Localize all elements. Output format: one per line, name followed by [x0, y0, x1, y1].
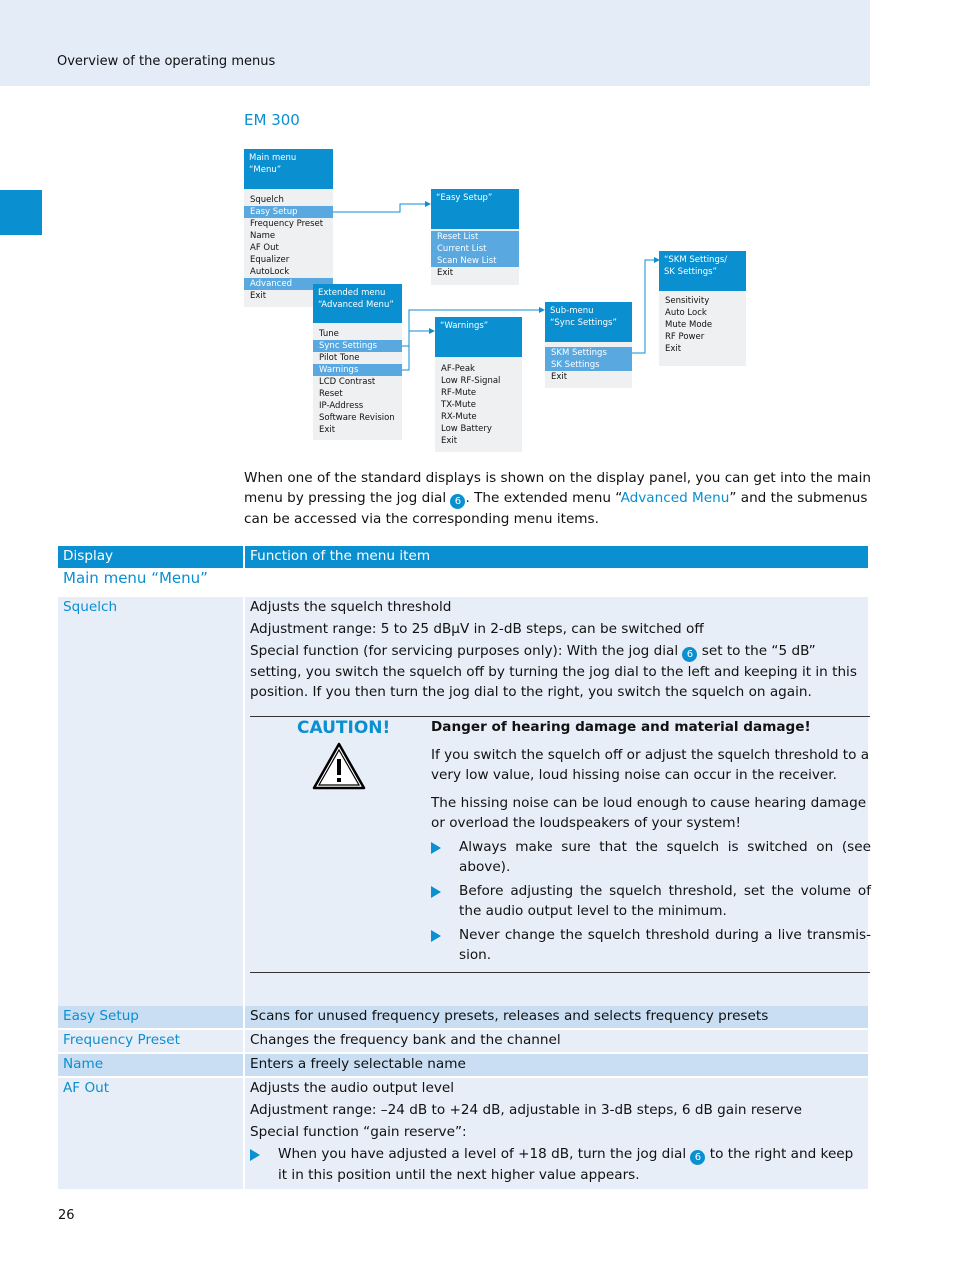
warnings-item: AF-Peak [441, 364, 475, 374]
squelch-label-cell [58, 597, 243, 1006]
skm-settings-item: Auto Lock [665, 308, 707, 318]
easy-setup-box [431, 189, 519, 285]
main-menu-item: Equalizer [250, 255, 290, 265]
skm-settings-item: Sensitivity [665, 296, 710, 306]
extended-menu-item: Software Revision [319, 413, 395, 423]
intro-text: . The extended menu “ [465, 490, 621, 506]
skm-settings-item: Mute Mode [665, 320, 713, 330]
sync-settings-item: Exit [551, 372, 568, 382]
warnings-item: Low RF-Signal [441, 376, 501, 386]
warnings-item: Low Battery [441, 424, 492, 434]
extended-menu-box-header [313, 284, 402, 323]
af-out-bullet-text: When you have adjusted a level of +18 dB, turn the jog dial [278, 1146, 691, 1162]
sync-settings-item-highlighted: SK Settings [545, 359, 632, 371]
easy-setup-label[interactable]: Easy Setup [63, 1008, 139, 1024]
caution-body [431, 717, 871, 965]
af-out-label-cell [58, 1078, 243, 1189]
sync-settings-box-header [545, 302, 632, 342]
skm-settings-box-header [659, 251, 746, 291]
intro-text: ” and the submenus can be accessed via the corresponding menu items. [244, 490, 868, 527]
main-menu-item: AF Out [250, 243, 279, 253]
caution-bullet-text: Never change the squelch threshold during a live transmis- sion. [459, 927, 871, 963]
bullet-arrow-icon [431, 930, 441, 942]
easy-setup-desc-cell [245, 1006, 868, 1028]
name-label[interactable]: Name [63, 1056, 104, 1072]
af-out-desc-cell [245, 1078, 868, 1189]
squelch-label[interactable]: Squelch [63, 599, 118, 615]
skm-settings-item: Exit [665, 344, 682, 354]
warning-triangle-icon [312, 742, 366, 790]
af-out-bullet [250, 1144, 863, 1185]
warnings-item: Exit [441, 436, 458, 446]
skm-settings-box [659, 251, 746, 366]
extended-menu-box-title: Extended menu [318, 288, 386, 298]
advanced-menu-link[interactable]: Advanced Menu [620, 490, 730, 506]
main-menu-item: Frequency Preset [250, 219, 324, 229]
warnings-item: TX-Mute [441, 400, 476, 410]
sync-settings-item-highlighted: SKM Settings [545, 347, 632, 359]
extended-menu-item-highlighted: Sync Settings [313, 340, 402, 352]
skm-settings-box-subtitle: SK Settings” [664, 267, 717, 277]
warnings-item: RF-Mute [441, 388, 477, 398]
intro-paragraph [244, 468, 872, 529]
caution-bullet [431, 881, 871, 921]
sync-settings-box-subtitle: “Sync Settings” [550, 318, 617, 328]
af-out-desc-line: Adjustment range: –24 dB to +24 dB, adjustable in 3-dB steps, 6 dB gain reserve [250, 1102, 802, 1118]
name-label-cell [58, 1054, 243, 1076]
easy-setup-label-cell [58, 1006, 243, 1028]
easy-setup-box-header [431, 189, 519, 229]
extended-menu-box-subtitle: “Advanced Menu” [318, 300, 394, 310]
extended-menu-item: Reset [319, 389, 343, 399]
caution-bullet-text: Always make sure that the squelch is switched on (see above). [459, 839, 871, 875]
extended-menu-item: Exit [319, 425, 336, 435]
sync-settings-box-title: Sub-menu [550, 306, 594, 316]
header-band [0, 0, 870, 86]
af-out-bullet-text: to the right and keep it in this position until the next higher value appears. [278, 1146, 854, 1183]
main-menu-item: Exit [250, 291, 267, 301]
bullet-arrow-icon [431, 886, 441, 898]
skm-settings-item: RF Power [665, 332, 705, 342]
frequency-preset-desc-cell [245, 1030, 868, 1052]
main-menu-box-subtitle: “Menu” [249, 165, 282, 175]
warnings-item: RX-Mute [441, 412, 477, 422]
name-desc-cell [245, 1054, 868, 1076]
frequency-preset-label[interactable]: Frequency Preset [63, 1032, 180, 1048]
squelch-special-paragraph [250, 641, 863, 702]
squelch-special-text: set to the “5 dB” setting, you switch the squelch off by turning the jog dial to the left and keeping it in this position. If you then turn the jog dial to the right, you switch the squelch on again. [250, 643, 857, 700]
caution-paragraph: If you switch the squelch off or adjust the squelch threshold to a very low value, loud hissing noise can occur in the receiver. [431, 747, 870, 783]
main-menu-item-highlighted: Advanced [244, 278, 333, 290]
bullet-arrow-icon [431, 842, 441, 854]
main-menu-box-header [244, 149, 333, 189]
bullet-arrow-icon [250, 1149, 260, 1161]
warnings-box-title: “Warnings” [440, 321, 489, 331]
caution-paragraph: The hissing noise can be loud enough to cause hearing damage or overload the loudspeakers of your system! [431, 795, 867, 831]
jog-dial-callout-icon: 6 [450, 494, 465, 509]
caution-title: CAUTION! [297, 718, 391, 738]
main-menu-box-title: Main menu [249, 153, 297, 163]
skm-settings-box-title: “SKM Settings/ [664, 255, 728, 265]
main-menu-item-highlighted: Easy Setup [244, 206, 333, 218]
sync-settings-box [545, 302, 632, 388]
extended-menu-item-highlighted: Warnings [313, 364, 402, 376]
af-out-desc-line: Adjusts the audio output level [250, 1080, 454, 1096]
extended-menu-item: Pilot Tone [319, 353, 360, 363]
frequency-preset-desc: Changes the frequency bank and the channel [250, 1032, 561, 1048]
caution-bullet [431, 837, 871, 877]
table-header-display: Display [58, 546, 243, 568]
caution-bullet [431, 925, 871, 965]
page-header-title: Overview of the operating menus [57, 54, 276, 69]
easy-setup-item-highlighted: Current List [431, 243, 519, 255]
jog-dial-callout-icon: 6 [690, 1150, 705, 1165]
chapter-tab-marker [0, 190, 42, 235]
extended-menu-item: Tune [319, 329, 339, 339]
easy-setup-item-highlighted: Scan New List [431, 255, 519, 267]
af-out-desc-line: Special function “gain reserve”: [250, 1124, 467, 1140]
warnings-box [435, 317, 522, 452]
easy-setup-item: Exit [437, 268, 454, 278]
caution-heading: Danger of hearing damage and material damage! [431, 719, 811, 735]
extended-menu-box [313, 284, 402, 440]
squelch-special-text: Special function (for servicing purposes only): With the jog dial [250, 643, 683, 659]
table-subheading: Main menu “Menu” [63, 569, 208, 587]
page-number: 26 [58, 1208, 75, 1223]
frequency-preset-label-cell [58, 1030, 243, 1052]
squelch-desc-line: Adjusts the squelch threshold [250, 599, 452, 615]
caution-bullet-text: Before adjusting the squelch threshold, set the volume of the audio output level to the minimum. [459, 883, 871, 919]
extended-menu-item: LCD Contrast [319, 377, 376, 387]
jog-dial-callout-icon: 6 [682, 647, 697, 662]
name-desc: Enters a freely selectable name [250, 1056, 466, 1072]
main-menu-item: AutoLock [250, 267, 290, 277]
main-menu-item: Name [250, 231, 276, 241]
extended-menu-item: IP-Address [319, 401, 364, 411]
af-out-label[interactable]: AF Out [63, 1080, 110, 1096]
squelch-desc-line: Adjustment range: 5 to 25 dBμV in 2-dB steps, can be switched off [250, 621, 704, 637]
section-title: EM 300 [244, 111, 300, 129]
intro-text: When one of the standard displays is shown on the display panel, you can get into the main menu by pressing the jog dial [244, 470, 872, 506]
caution-rule-bottom [250, 972, 870, 973]
easy-setup-desc: Scans for unused frequency presets, releases and selects frequency presets [250, 1008, 769, 1024]
table-header-function: Function of the menu item [245, 546, 868, 568]
main-menu-item: Squelch [250, 195, 284, 205]
easy-setup-item-highlighted: Reset List [431, 231, 519, 243]
warnings-box-header [435, 317, 522, 357]
easy-setup-box-title: “Easy Setup” [436, 193, 493, 203]
